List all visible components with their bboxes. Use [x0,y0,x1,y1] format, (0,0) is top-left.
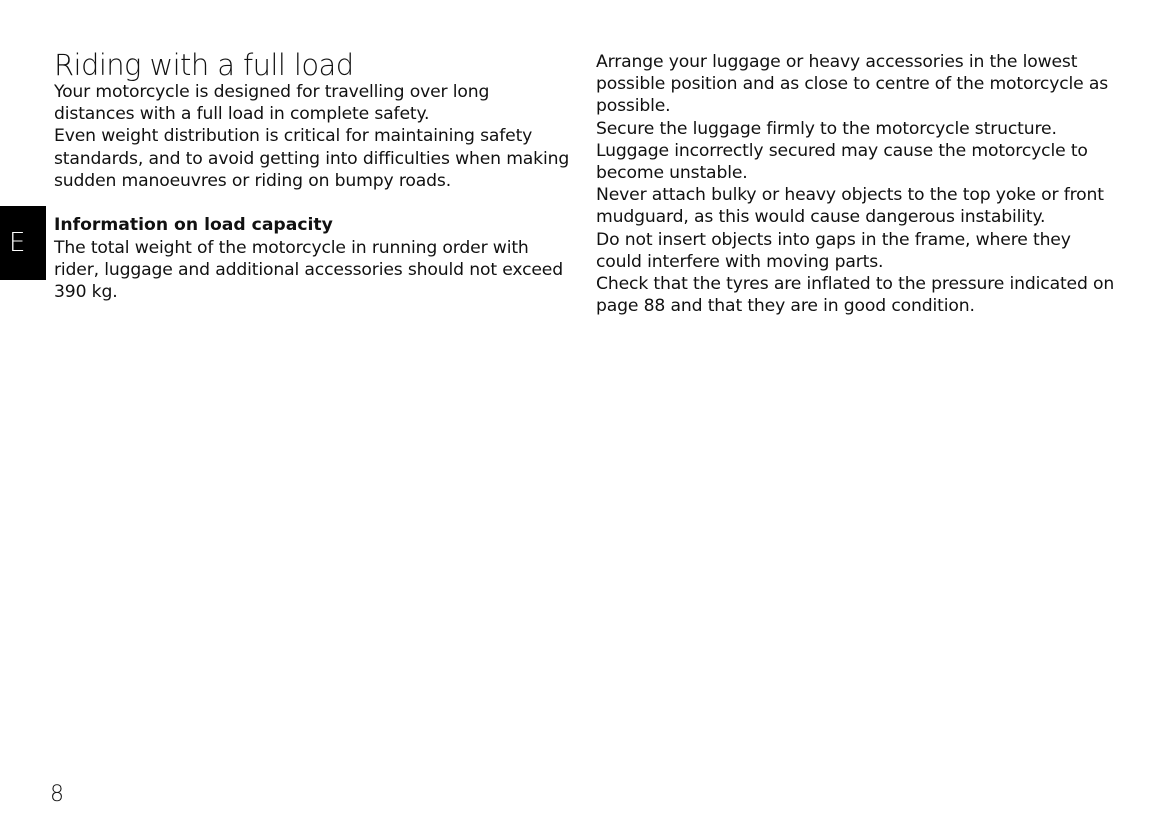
instruction-line: Arrange your luggage or heavy accessories in the lowest [596,52,1078,72]
page-title: Riding with a full load [54,48,354,82]
instruction-line: Secure the luggage firmly to the motorcycle structure. [596,118,1057,139]
page-number: 8 [50,782,64,807]
intro-line: Even weight distribution is critical for maintaining safety [54,126,533,147]
intro-line: Your motorcycle is designed for travelling over long [54,82,490,102]
instruction-line: Luggage incorrectly secured may cause the motorcycle to [596,140,1088,161]
instruction-line: Check that the tyres are inflated to the pressure indicated on [596,274,1115,295]
luggage-instructions [596,51,1114,317]
section-tab: E [0,206,46,280]
capacity-line: 390 kg. [54,282,118,303]
instruction-line: page 88 and that they are in good condition. [596,296,975,317]
load-capacity-paragraph [54,237,563,304]
intro-line: distances with a full load in complete safety. [54,104,430,125]
section-subheading: Information on load capacity [54,215,333,235]
instruction-line: become unstable. [596,163,748,184]
instruction-line: Never attach bulky or heavy objects to the top yoke or front [596,185,1104,206]
instruction-line: possible position and as close to centre of the motorcycle as [596,74,1109,95]
intro-paragraph [54,81,569,192]
capacity-line: The total weight of the motorcycle in running order with [54,238,529,258]
instruction-line: could interfere with moving parts. [596,251,884,272]
instruction-line: possible. [596,96,671,117]
capacity-line: rider, luggage and additional accessories should not exceed [54,260,563,281]
intro-line: standards, and to avoid getting into difficulties when making [54,148,570,169]
instruction-line: mudguard, as this would cause dangerous instability. [596,207,1046,228]
intro-line: sudden manoeuvres or riding on bumpy roads. [54,170,452,191]
instruction-line: Do not insert objects into gaps in the frame, where they [596,229,1071,250]
